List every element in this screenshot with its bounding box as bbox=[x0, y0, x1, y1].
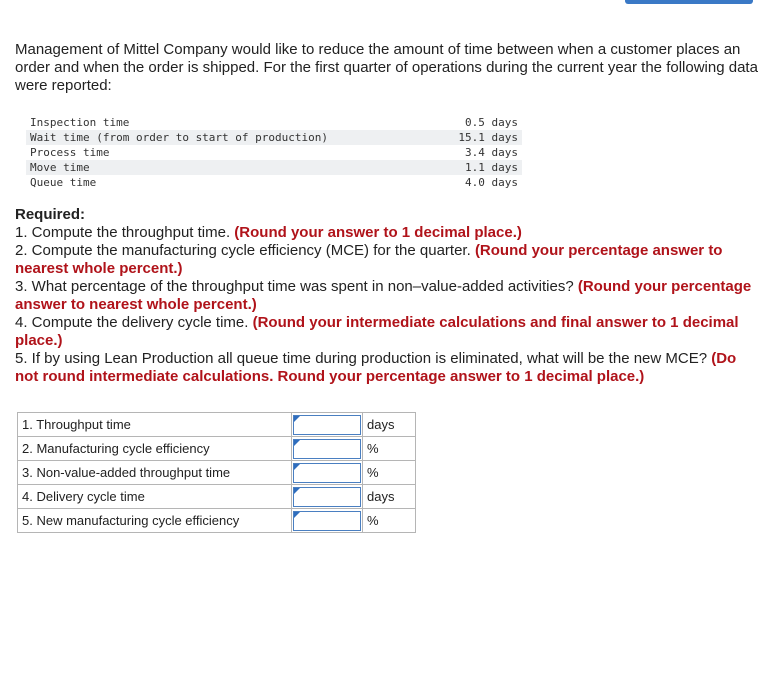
delivery-cycle-time-input[interactable] bbox=[293, 487, 361, 507]
answer-unit: % bbox=[363, 461, 416, 485]
answer-row-new-mce bbox=[18, 509, 416, 533]
answer-input-cell bbox=[292, 461, 363, 485]
answer-input-cell bbox=[292, 485, 363, 509]
table-row bbox=[26, 115, 522, 130]
required-item-5 bbox=[15, 350, 760, 386]
top-accent-bar bbox=[625, 0, 753, 4]
required-item-hint: (Round your percentage answer to nearest whole percent.) bbox=[15, 242, 723, 277]
required-item-hint: (Round your percentage answer to nearest whole percent.) bbox=[15, 278, 752, 313]
required-item-hint: (Do not round intermediate calculations. Round your percentage answer to 1 decimal place.) bbox=[15, 350, 737, 385]
row-label: Wait time (from order to start of production) bbox=[26, 130, 424, 145]
required-item-hint: (Round your answer to 1 decimal place.) bbox=[234, 224, 522, 241]
table-row bbox=[26, 160, 522, 175]
non-value-added-input[interactable] bbox=[293, 463, 361, 483]
problem-intro: Management of Mittel Company would like to reduce the amount of time between when a customer places an order and when the order is shipped. For the first quarter of operations during the current year the following data were reported: bbox=[15, 41, 758, 94]
answer-input-cell bbox=[292, 413, 363, 437]
answer-table bbox=[17, 412, 416, 533]
answer-label: 1. Throughput time bbox=[18, 413, 292, 437]
answer-unit: % bbox=[363, 437, 416, 461]
required-item-text: 5. If by using Lean Production all queue time during production is eliminated, what will be the new MCE? bbox=[15, 350, 712, 367]
answer-unit: days bbox=[363, 485, 416, 509]
required-item-text: 1. Compute the throughput time. bbox=[15, 224, 235, 241]
required-item-2 bbox=[15, 242, 760, 278]
row-value: 15.1 days bbox=[424, 130, 522, 145]
row-label: Queue time bbox=[30, 176, 97, 189]
input-marker-icon bbox=[294, 416, 300, 422]
time-data-table bbox=[26, 115, 522, 190]
throughput-time-input[interactable] bbox=[293, 415, 361, 435]
input-marker-icon bbox=[294, 440, 300, 446]
required-heading: Required: bbox=[15, 206, 86, 223]
answer-row-throughput bbox=[18, 413, 416, 437]
table-row bbox=[26, 145, 522, 160]
required-item-1 bbox=[15, 224, 760, 242]
required-item-text: 2. Compute the manufacturing cycle efficiency (MCE) for the quarter. bbox=[15, 242, 475, 259]
required-item-3 bbox=[15, 278, 760, 314]
required-item-text: 4. Compute the delivery cycle time. bbox=[15, 314, 253, 331]
answer-label: 4. Delivery cycle time bbox=[18, 485, 292, 509]
row-label: Inspection time bbox=[30, 116, 130, 129]
answer-label: 3. Non-value-added throughput time bbox=[18, 461, 292, 485]
row-label: Process time bbox=[30, 146, 110, 159]
table-row bbox=[26, 175, 522, 190]
required-item-4 bbox=[15, 314, 760, 350]
answer-label: 5. New manufacturing cycle efficiency bbox=[18, 509, 292, 533]
row-value: 3.4 days bbox=[465, 146, 518, 159]
answer-row-non-value-added bbox=[18, 461, 416, 485]
new-mce-input[interactable] bbox=[293, 511, 361, 531]
required-section bbox=[15, 206, 760, 386]
row-label: Move time bbox=[26, 160, 424, 175]
table-row bbox=[26, 130, 522, 145]
answer-unit: % bbox=[363, 509, 416, 533]
answer-label: 2. Manufacturing cycle efficiency bbox=[18, 437, 292, 461]
mce-input[interactable] bbox=[293, 439, 361, 459]
answer-row-mce bbox=[18, 437, 416, 461]
answer-input-cell bbox=[292, 509, 363, 533]
answer-input-cell bbox=[292, 437, 363, 461]
answer-unit: days bbox=[363, 413, 416, 437]
input-marker-icon bbox=[294, 464, 300, 470]
row-value: 1.1 days bbox=[424, 160, 522, 175]
row-value: 0.5 days bbox=[465, 116, 518, 129]
required-item-hint: (Round your intermediate calculations and final answer to 1 decimal place.) bbox=[15, 314, 739, 349]
required-item-text: 3. What percentage of the throughput time was spent in non–value-added activities? bbox=[15, 278, 578, 295]
input-marker-icon bbox=[294, 512, 300, 518]
input-marker-icon bbox=[294, 488, 300, 494]
row-value: 4.0 days bbox=[465, 176, 518, 189]
answer-row-delivery bbox=[18, 485, 416, 509]
